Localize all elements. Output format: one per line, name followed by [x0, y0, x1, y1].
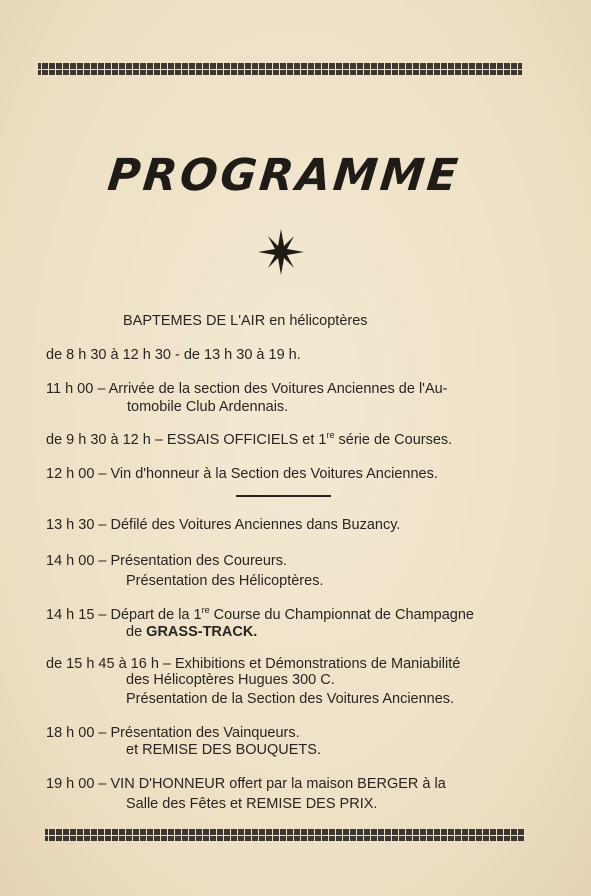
line-baptemes-hours: de 8 h 30 à 12 h 30 - de 13 h 30 à 19 h.	[46, 347, 301, 363]
line-essais: de 9 h 30 à 12 h – ESSAIS OFFICIELS et 1re série de Courses.	[46, 430, 453, 448]
line-1900-b: Salle des Fêtes et REMISE DES PRIX.	[126, 796, 378, 812]
line-baptemes: BAPTEMES DE L'AIR en hélicoptères	[123, 313, 368, 329]
section-divider	[236, 495, 331, 497]
line-1415-b: de GRASS-TRACK.	[126, 624, 258, 640]
line-1400-b: Présentation des Hélicoptères.	[126, 573, 324, 589]
line-1100-b: tomobile Club Ardennais.	[127, 399, 289, 415]
line-1800-b: et REMISE DES BOUQUETS.	[126, 742, 321, 758]
line-1415-a: 14 h 15 – Départ de la 1re Course du Championnat de Champagne	[46, 605, 475, 623]
line-1900-a: 19 h 00 – VIN D'HONNEUR offert par la maison BERGER à la	[46, 776, 446, 792]
top-ornamental-border	[38, 63, 522, 75]
eight-point-star-icon	[258, 229, 304, 275]
line-1330: 13 h 30 – Défilé des Voitures Anciennes dans Buzancy.	[46, 517, 401, 533]
line-1200: 12 h 00 – Vin d'honneur à la Section des Voitures Anciennes.	[46, 466, 438, 482]
line-1400-a: 14 h 00 – Présentation des Coureurs.	[46, 553, 288, 569]
page-title: PROGRAMME	[105, 150, 463, 201]
line-1545-a: de 15 h 45 à 16 h – Exhibitions et Démonstrations de Maniabilité	[46, 656, 461, 672]
line-1545-c: Présentation de la Section des Voitures Anciennes.	[126, 691, 455, 707]
line-1800-a: 18 h 00 – Présentation des Vainqueurs.	[46, 725, 300, 741]
bottom-ornamental-border	[45, 829, 525, 841]
line-1100-a: 11 h 00 – Arrivée de la section des Voitures Anciennes de l'Au-	[46, 381, 448, 397]
line-1545-b: des Hélicoptères Hugues 300 C.	[126, 672, 335, 688]
